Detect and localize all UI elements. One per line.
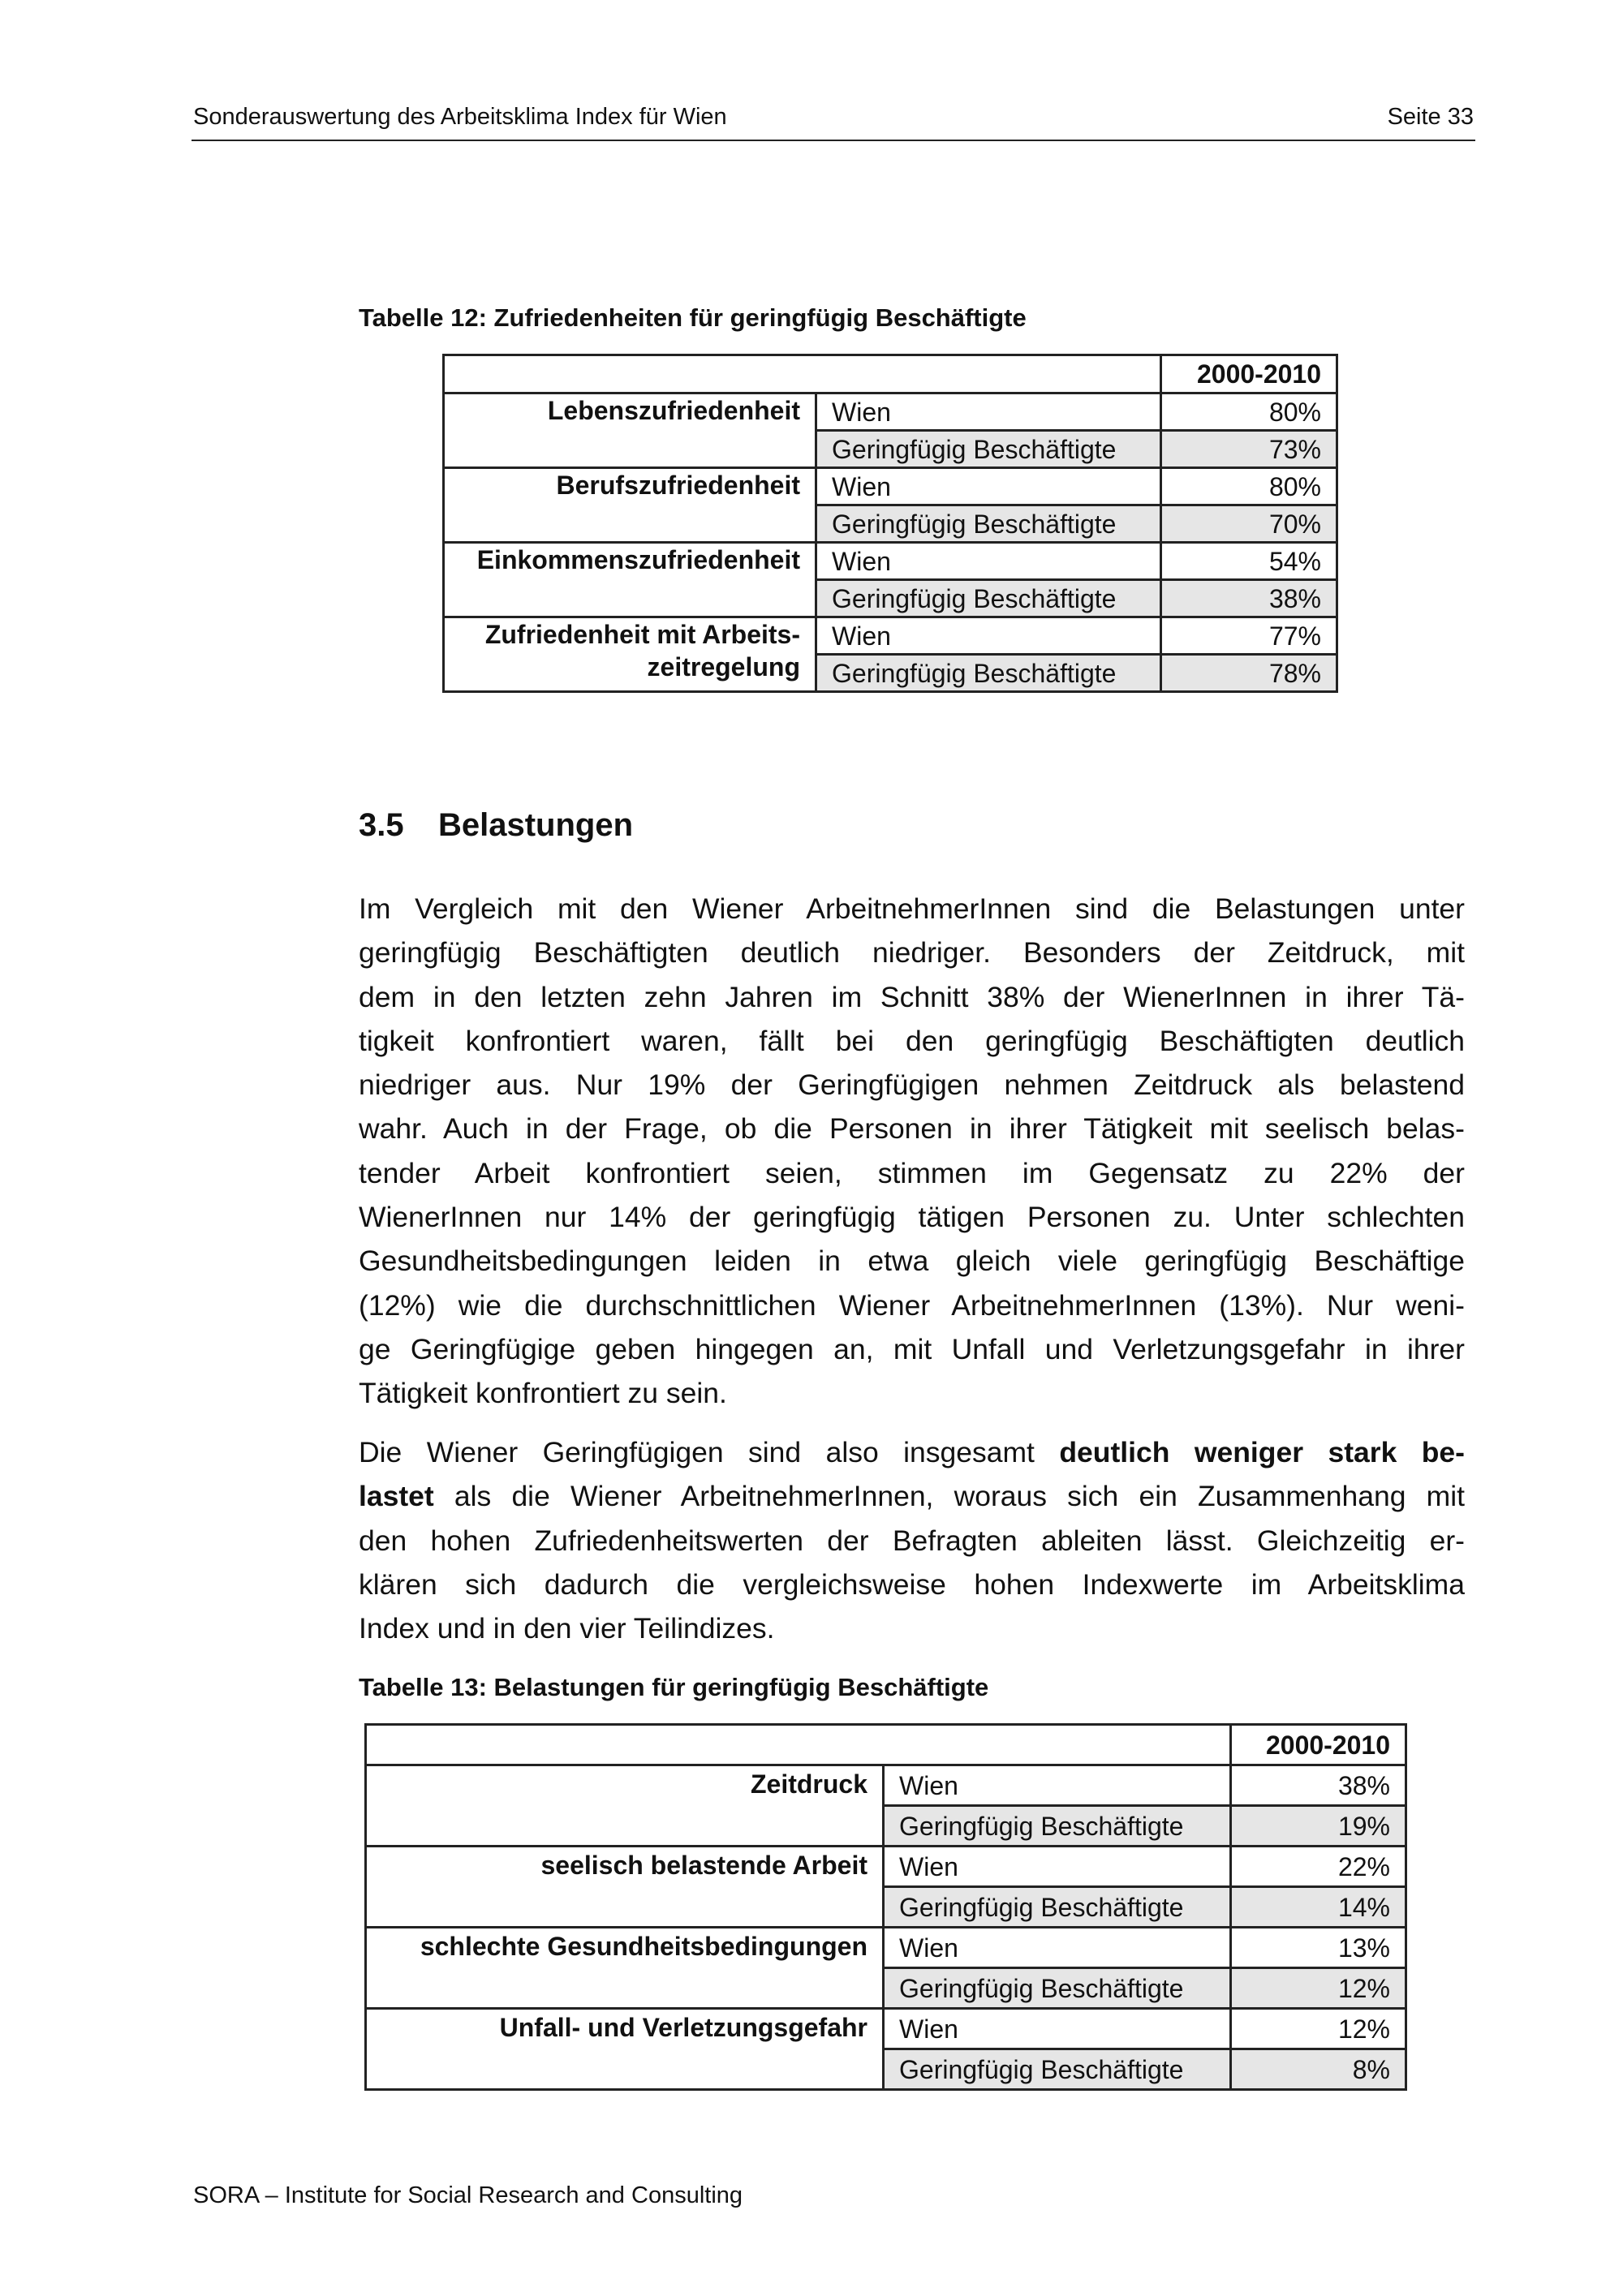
row-group-label: seelisch belastende Arbeit [366, 1847, 884, 1928]
section-title: Belastungen [438, 807, 634, 843]
row-label: Geringfügig Beschäftigte [816, 655, 1161, 692]
cell-value: 38% [1161, 580, 1337, 617]
cell-value: 70% [1161, 505, 1337, 543]
text-run: Die Wiener Geringfügigen sind also insgesamt [359, 1436, 1060, 1468]
text-line: Im Vergleich mit den Wiener ArbeitnehmerInnen sind die Belastungen unter [359, 892, 1465, 925]
text-run: als die Wiener ArbeitnehmerInnen, woraus sich ein Zusammenhang mit [433, 1480, 1465, 1513]
cell-value: 80% [1161, 468, 1337, 505]
row-group-label: Lebenszufriedenheit [444, 393, 816, 468]
page-header [193, 104, 1474, 131]
section-heading [359, 807, 633, 844]
text-line: niedriger aus. Nur 19% der Geringfügigen nehmen Zeitdruck als belastend [359, 1068, 1465, 1102]
row-label: Geringfügig Beschäftigte [816, 580, 1161, 617]
cell-value: 73% [1161, 431, 1337, 468]
text-line: Gesundheitsbedingungen leiden in etwa gleich viele geringfügig Beschäftige [359, 1245, 1465, 1278]
text-line: WienerInnen nur 14% der geringfügig tätigen Personen zu. Unter schlechten [359, 1201, 1465, 1234]
row-label: Wien [884, 1765, 1231, 1806]
label-line: zeitregelung [647, 652, 800, 681]
row-group-label: schlechte Gesundheitsbedingungen [366, 1928, 884, 2009]
row-label: Geringfügig Beschäftigte [884, 1887, 1231, 1928]
cell-value: 19% [1231, 1806, 1406, 1847]
cell-value: 38% [1231, 1765, 1406, 1806]
table13-caption: Tabelle 13: Belastungen für geringfügig Beschäftigte [359, 1673, 989, 1701]
row-group-label [444, 617, 816, 692]
text-line: (12%) wie die durchschnittlichen Wiener ArbeitnehmerInnen (13%). Nur weni- [359, 1288, 1465, 1322]
table12-caption: Tabelle 12: Zufriedenheiten für geringfügig Beschäftigte [359, 303, 1027, 332]
row-label: Wien [816, 468, 1161, 505]
row-label: Geringfügig Beschäftigte [884, 1968, 1231, 2009]
header-divider [192, 140, 1475, 141]
row-label: Wien [816, 543, 1161, 580]
text-line: den hohen Zufriedenheitswerten der Befragten ableiten lässt. Gleichzeitig er- [359, 1524, 1465, 1557]
section-number: 3.5 [359, 807, 404, 843]
row-label: Wien [816, 393, 1161, 431]
paragraph-2 [359, 1430, 1465, 1650]
cell-value: 78% [1161, 655, 1337, 692]
row-label: Geringfügig Beschäftigte [884, 2049, 1231, 2090]
text-line: Tätigkeit konfrontiert zu sein. [359, 1377, 727, 1410]
row-group-label: Unfall- und Verletzungsgefahr [366, 2009, 884, 2090]
table-header-empty [366, 1725, 1231, 1765]
cell-value: 12% [1231, 2009, 1406, 2049]
row-label: Wien [884, 1928, 1231, 1968]
row-group-label: Einkommenszufriedenheit [444, 543, 816, 617]
text-line: Index und in den vier Teilindizes. [359, 1612, 775, 1645]
text-line: geringfügig Beschäftigten deutlich niedriger. Besonders der Zeitdruck, mit [359, 936, 1465, 970]
text-line: ge Geringfügige geben hingegen an, mit Unfall und Verletzungsgefahr in ihrer [359, 1332, 1465, 1365]
table12 [442, 354, 1338, 693]
column-header: 2000-2010 [1161, 355, 1337, 393]
paragraph-1 [359, 887, 1465, 1416]
row-label: Wien [884, 1847, 1231, 1887]
cell-value: 12% [1231, 1968, 1406, 2009]
table-header-empty [444, 355, 1161, 393]
page-footer: SORA – Institute for Social Research and Consulting [193, 2182, 743, 2208]
row-group-label: Zeitdruck [366, 1765, 884, 1847]
row-label: Wien [884, 2009, 1231, 2049]
row-label: Geringfügig Beschäftigte [816, 505, 1161, 543]
text-line: tender Arbeit konfrontiert seien, stimmen im Gegensatz zu 22% der [359, 1156, 1465, 1189]
cell-value: 13% [1231, 1928, 1406, 1968]
bold-text: deutlich weniger stark be- [1059, 1436, 1466, 1468]
text-line [359, 1430, 1465, 1474]
cell-value: 77% [1161, 617, 1337, 655]
document-title: Sonderauswertung des Arbeitsklima Index für Wien [193, 104, 727, 130]
column-header: 2000-2010 [1231, 1725, 1406, 1765]
text-line: klären sich dadurch die vergleichsweise hohen Indexwerte im Arbeitsklima [359, 1567, 1465, 1601]
text-line: dem in den letzten zehn Jahren im Schnitt 38% der WienerInnen in ihrer Tä- [359, 980, 1465, 1013]
text-line [359, 1474, 1465, 1518]
text-line: wahr. Auch in der Frage, ob die Personen in ihrer Tätigkeit mit seelisch belas- [359, 1112, 1465, 1146]
row-label: Geringfügig Beschäftigte [816, 431, 1161, 468]
cell-value: 54% [1161, 543, 1337, 580]
row-group-label: Berufszufriedenheit [444, 468, 816, 543]
text-line: tigkeit konfrontiert waren, fällt bei den geringfügig Beschäftigten deutlich [359, 1024, 1465, 1057]
table13 [364, 1723, 1407, 2091]
bold-text: lastet [359, 1480, 434, 1513]
cell-value: 14% [1231, 1887, 1406, 1928]
row-label: Wien [816, 617, 1161, 655]
cell-value: 80% [1161, 393, 1337, 431]
row-label: Geringfügig Beschäftigte [884, 1806, 1231, 1847]
cell-value: 22% [1231, 1847, 1406, 1887]
page-number: Seite 33 [1387, 104, 1474, 130]
label-line: Zufriedenheit mit Arbeits- [484, 620, 800, 649]
cell-value: 8% [1231, 2049, 1406, 2090]
